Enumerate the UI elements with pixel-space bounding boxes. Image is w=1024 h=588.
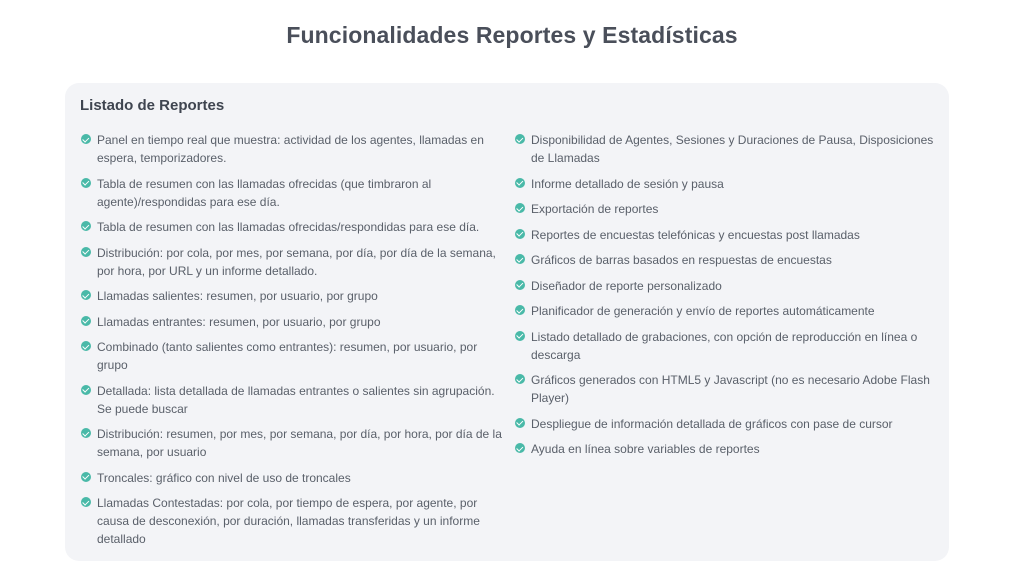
list-item-text: Gráficos generados con HTML5 y Javascript (no es necesario Adobe Flash Player) <box>531 373 930 405</box>
check-circle-icon <box>515 305 525 315</box>
list-item <box>515 302 935 320</box>
list-item-text: Gráficos de barras basados en respuestas de encuestas <box>531 253 832 267</box>
reports-card <box>65 83 949 561</box>
list-item-text: Reportes de encuestas telefónicas y encuestas post llamadas <box>531 227 860 242</box>
list-item-text: Ayuda en línea sobre variables de reportes <box>531 442 760 456</box>
list-item-text: Combinado (tanto salientes como entrantes): resumen, por usuario, por grupo <box>97 340 478 372</box>
list-item-text: Llamadas Contestadas: por cola, por tiempo de espera, por agente, por causa de desconexión, por duración, llamadas transferidas y un informe detallado <box>97 496 480 546</box>
check-circle-icon <box>81 428 91 438</box>
list-item-text: Distribución: resumen, por mes, por semana, por día, por hora, por día de la semana, por usuario <box>97 427 502 459</box>
list-item <box>515 440 935 458</box>
left-feature-list <box>81 131 505 556</box>
list-item <box>515 371 935 407</box>
list-item <box>81 425 505 461</box>
check-circle-icon <box>515 418 525 428</box>
check-circle-icon <box>81 497 91 507</box>
list-item-text: Distribución: por cola, por mes, por semana, por día, por día de la semana, por hora, por URL y un informe detallado. <box>97 245 496 278</box>
list-item <box>81 175 505 211</box>
list-item <box>81 244 505 280</box>
card-title: Listado de Reportes <box>80 97 225 114</box>
list-item <box>515 328 935 364</box>
check-circle-icon <box>81 341 91 351</box>
check-circle-icon <box>515 331 525 341</box>
list-item-text: Llamadas salientes: resumen, por usuario, por grupo <box>97 289 378 303</box>
check-circle-icon <box>515 203 525 213</box>
list-item-text: Diseñador de reporte personalizado <box>531 278 722 293</box>
list-item-text: Panel en tiempo real que muestra: actividad de los agentes, llamadas en espera, temporizadores. <box>97 133 484 165</box>
check-circle-icon <box>81 134 91 144</box>
list-item <box>515 175 935 193</box>
list-item <box>515 131 935 167</box>
check-circle-icon <box>515 178 525 188</box>
check-circle-icon <box>515 374 525 384</box>
list-item <box>81 287 505 305</box>
list-item <box>81 313 505 331</box>
check-circle-icon <box>81 290 91 300</box>
list-item-text: Llamadas entrantes: resumen, por usuario, por grupo <box>97 314 381 329</box>
list-item <box>515 415 935 433</box>
check-circle-icon <box>81 247 91 257</box>
list-item-text: Despliegue de información detallada de gráficos con pase de cursor <box>531 416 893 431</box>
list-item <box>81 469 505 487</box>
check-circle-icon <box>515 254 525 264</box>
list-item <box>515 251 935 269</box>
list-item <box>81 131 505 167</box>
list-item-text: Detallada: lista detallada de llamadas entrantes o salientes sin agrupación. Se puede buscar <box>97 383 495 416</box>
list-item-text: Disponibilidad de Agentes, Sesiones y Duraciones de Pausa, Disposiciones de Llamadas <box>531 133 934 165</box>
check-circle-icon <box>515 229 525 239</box>
check-circle-icon <box>81 316 91 326</box>
check-circle-icon <box>515 443 525 453</box>
list-item-text: Tabla de resumen con las llamadas ofrecidas/respondidas para ese día. <box>97 220 480 234</box>
list-item-text: Planificador de generación y envío de reportes automáticamente <box>531 304 875 318</box>
check-circle-icon <box>81 472 91 482</box>
list-item <box>515 226 935 244</box>
list-item-text: Informe detallado de sesión y pausa <box>531 176 724 191</box>
page-title: Funcionalidades Reportes y Estadísticas <box>286 22 738 48</box>
check-circle-icon <box>81 221 91 231</box>
list-item <box>515 200 935 218</box>
list-item <box>515 277 935 295</box>
list-item <box>81 218 505 236</box>
list-item <box>81 494 505 548</box>
list-item-text: Exportación de reportes <box>531 202 659 216</box>
right-feature-list <box>515 131 935 466</box>
list-item-text: Troncales: gráfico con nivel de uso de troncales <box>97 470 351 485</box>
list-item-text: Listado detallado de grabaciones, con opción de reproducción en línea o descarga <box>531 329 918 362</box>
check-circle-icon <box>515 280 525 290</box>
check-circle-icon <box>81 178 91 188</box>
list-item-text: Tabla de resumen con las llamadas ofrecidas (que timbraron al agente)/respondidas para ese día. <box>97 176 432 209</box>
list-item <box>81 338 505 374</box>
check-circle-icon <box>81 385 91 395</box>
check-circle-icon <box>515 134 525 144</box>
list-item <box>81 382 505 418</box>
